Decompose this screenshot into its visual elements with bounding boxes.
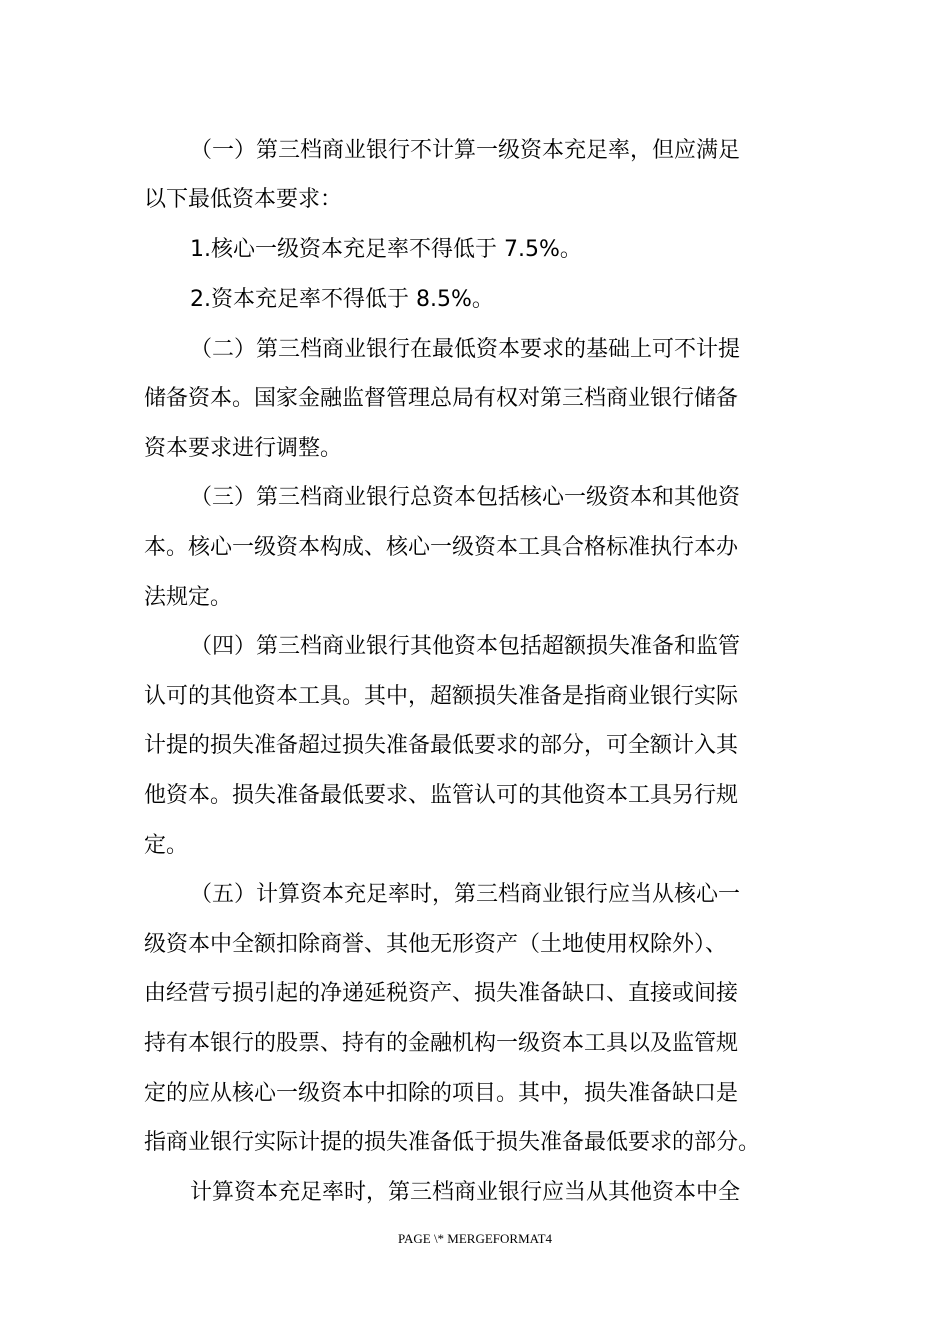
paragraph-4-line-5: 定。 — [144, 833, 189, 858]
list-item-2: 2.资本充足率不得低于 8.5%。 — [190, 287, 494, 312]
paragraph-3-line-2: 本。核心一级资本构成、核心一级资本工具合格标准执行本办 — [144, 535, 739, 560]
paragraph-2-line-3: 资本要求进行调整。 — [144, 436, 343, 461]
paragraph-5-line-4: 持有本银行的股票、持有的金融机构一级资本工具以及监管规 — [144, 1031, 739, 1056]
paragraph-1-line-1: （一）第三档商业银行不计算一级资本充足率，但应满足 — [190, 138, 741, 163]
paragraph-2-line-2: 储备资本。国家金融监督管理总局有权对第三档商业银行储备 — [144, 386, 739, 411]
paragraph-5-line-5: 定的应从核心一级资本中扣除的项目。其中，损失准备缺口是 — [144, 1081, 739, 1106]
paragraph-2-line-1: （二）第三档商业银行在最低资本要求的基础上可不计提 — [190, 337, 741, 362]
paragraph-4-line-1: （四）第三档商业银行其他资本包括超额损失准备和监管 — [190, 634, 741, 659]
paragraph-5-line-2: 级资本中全额扣除商誉、其他无形资产（土地使用权除外）、 — [144, 932, 728, 957]
paragraph-5-line-1: （五）计算资本充足率时，第三档商业银行应当从核心一 — [190, 882, 741, 907]
paragraph-6-line-1: 计算资本充足率时，第三档商业银行应当从其他资本中全 — [190, 1180, 741, 1205]
paragraph-5-line-6: 指商业银行实际计提的损失准备低于损失准备最低要求的部分。 — [144, 1130, 761, 1155]
page-footer-field: PAGE \* MERGEFORMAT4 — [397, 1231, 553, 1246]
list-item-1: 1.核心一级资本充足率不得低于 7.5%。 — [190, 237, 582, 262]
paragraph-5-line-3: 由经营亏损引起的净递延税资产、损失准备缺口、直接或间接 — [144, 981, 739, 1006]
paragraph-1-line-2: 以下最低资本要求： — [144, 187, 343, 212]
paragraph-3-line-3: 法规定。 — [144, 585, 233, 610]
paragraph-4-line-3: 计提的损失准备超过损失准备最低要求的部分，可全额计入其 — [144, 733, 739, 758]
paragraph-4-line-2: 认可的其他资本工具。其中，超额损失准备是指商业银行实际 — [144, 684, 739, 709]
paragraph-4-line-4: 他资本。损失准备最低要求、监管认可的其他资本工具另行规 — [144, 783, 739, 808]
paragraph-3-line-1: （三）第三档商业银行总资本包括核心一级资本和其他资 — [190, 485, 741, 510]
